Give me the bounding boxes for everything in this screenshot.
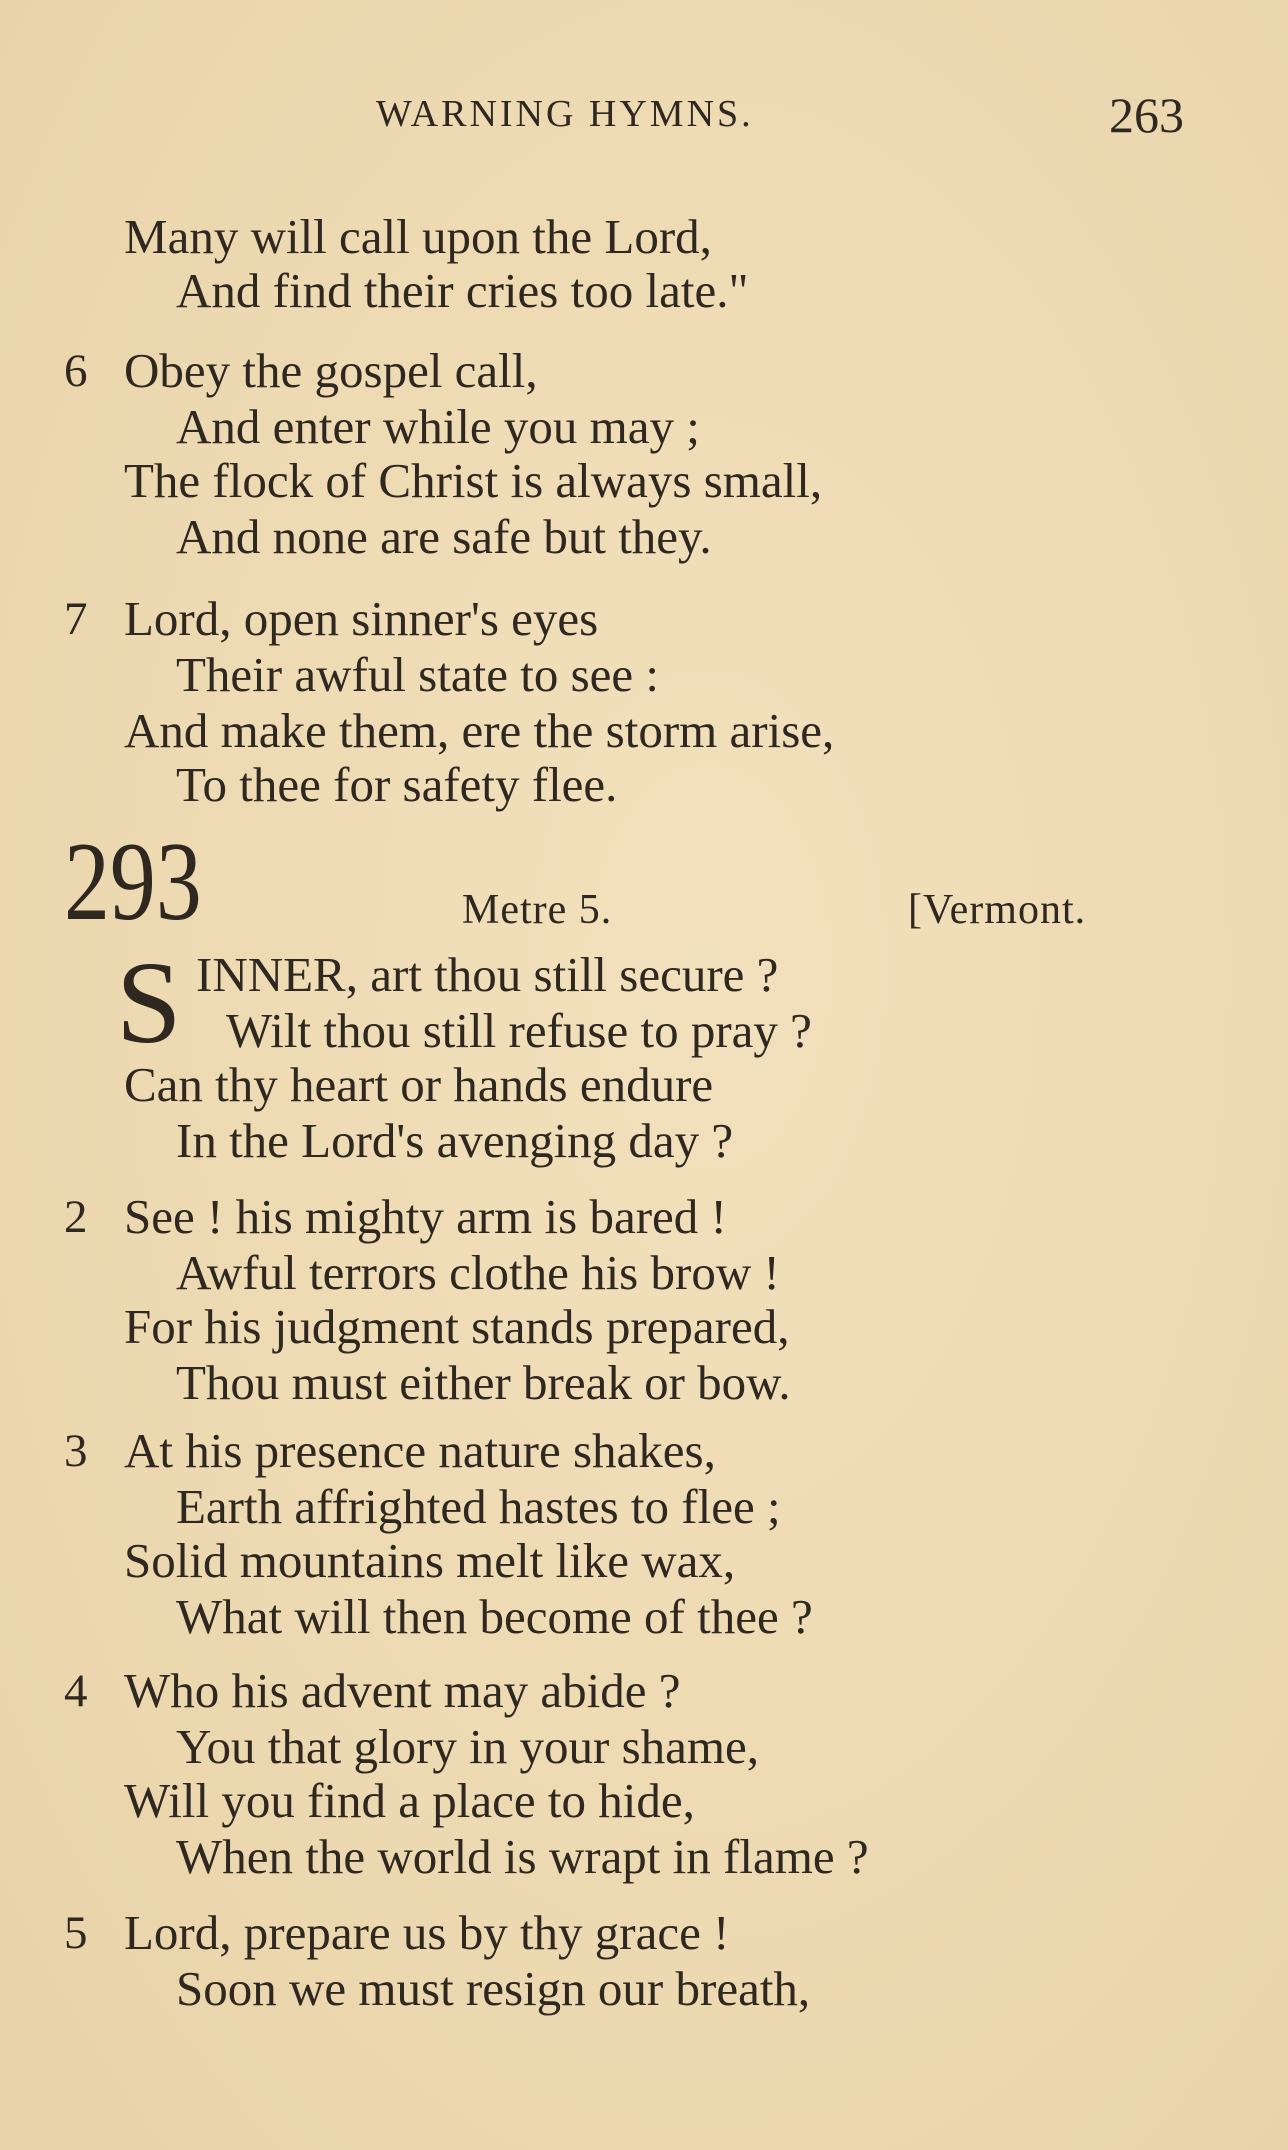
verse-line: What will then become of thee ?	[176, 1589, 813, 1644]
verse-line: And make them, ere the storm arise,	[124, 703, 835, 758]
verse-line: Wilt thou still refuse to pray ?	[226, 1003, 812, 1058]
page-header	[0, 87, 1288, 152]
verse-line: Obey the gospel call,	[124, 343, 538, 398]
stanza-number: 3	[64, 1425, 88, 1477]
stanza-number: 6	[64, 345, 88, 397]
verse-line: When the world is wrapt in flame ?	[176, 1829, 869, 1884]
verse-line: Many will call upon the Lord,	[124, 209, 712, 264]
stanza-number: 4	[64, 1665, 88, 1717]
verse-line: Who his advent may abide ?	[124, 1663, 681, 1718]
stanza-number: 5	[64, 1907, 88, 1959]
verse-line: Soon we must resign our breath,	[176, 1961, 811, 2016]
verse-line: Can thy heart or hands endure	[124, 1057, 714, 1112]
verse-line: The flock of Christ is always small,	[124, 453, 823, 508]
verse-line: Lord, prepare us by thy grace !	[124, 1905, 730, 1960]
verse-line: In the Lord's avenging day ?	[176, 1113, 734, 1168]
verse-line: At his presence nature shakes,	[124, 1423, 716, 1478]
verse-line: Will you find a place to hide,	[124, 1773, 695, 1828]
verse-line: And none are safe but they.	[176, 509, 712, 564]
tune-name: [Vermont.	[908, 887, 1087, 933]
verse-line: And find their cries too late."	[176, 263, 749, 318]
verse-line: You that glory in your shame,	[176, 1719, 759, 1774]
page-number: 263	[1109, 87, 1184, 143]
verse-line: Thou must either break or bow.	[176, 1355, 791, 1410]
verse-line: Awful terrors clothe his brow !	[176, 1245, 780, 1300]
metre-label: Metre 5.	[462, 887, 613, 933]
verse-line: Earth affrighted hastes to flee ;	[176, 1479, 781, 1534]
verse-line: And enter while you may ;	[176, 399, 700, 454]
verse-line: Lord, open sinner's eyes	[124, 591, 599, 646]
stanza-number: 2	[64, 1191, 88, 1243]
verse-line: INNER, art thou still secure ?	[196, 947, 779, 1002]
running-title: WARNING HYMNS.	[376, 93, 754, 135]
stanza-number: 7	[64, 593, 88, 645]
verse-line: For his judgment stands prepared,	[124, 1299, 790, 1354]
drop-cap: S	[116, 937, 182, 1068]
verse-line: Solid mountains melt like wax,	[124, 1533, 736, 1588]
hymn-number: 293	[64, 820, 202, 944]
verse-line: To thee for safety flee.	[176, 757, 618, 812]
verse-line: Their awful state to see :	[176, 647, 660, 702]
verse-line: See ! his mighty arm is bared !	[124, 1189, 727, 1244]
